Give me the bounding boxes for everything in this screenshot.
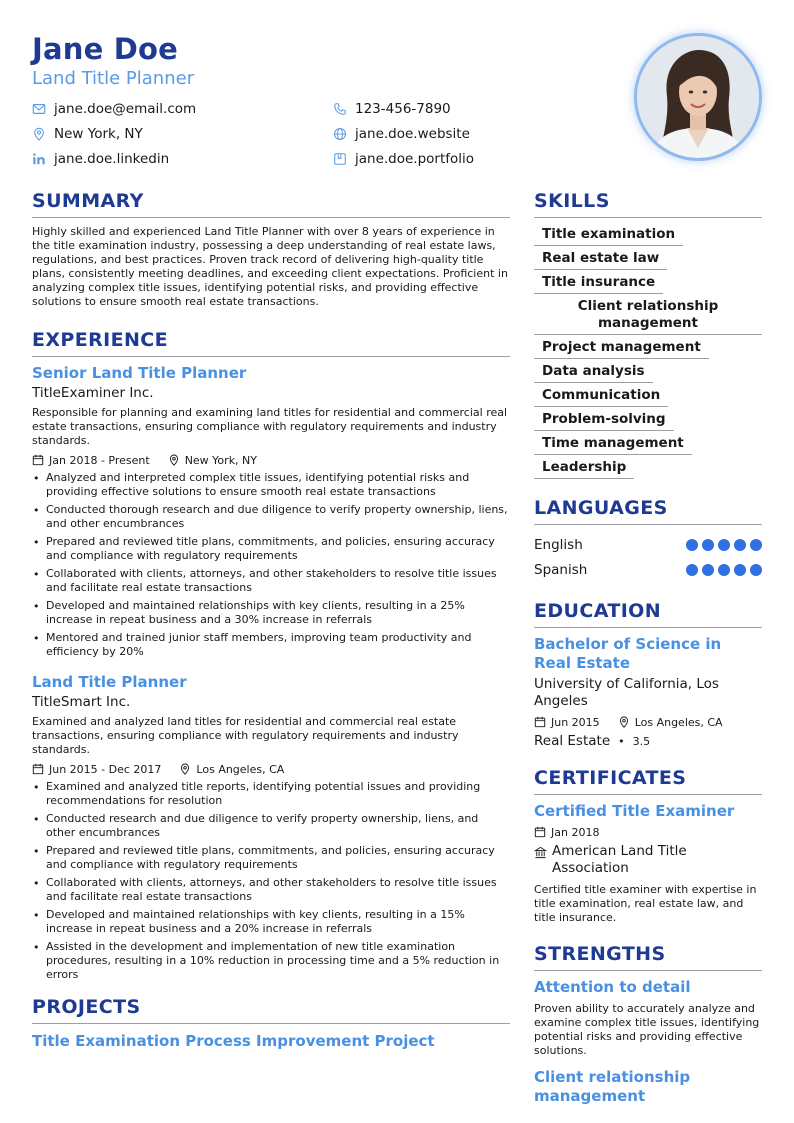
contact-linkedin-text: jane.doe.linkedin xyxy=(54,150,170,167)
location-pin-icon xyxy=(32,127,46,141)
language-row xyxy=(534,557,762,582)
education-location: Los Angeles, CA xyxy=(634,715,723,729)
skill-tag: Real estate law xyxy=(534,249,667,270)
portfolio-icon xyxy=(333,152,347,166)
level-dot xyxy=(686,564,698,576)
calendar-icon xyxy=(32,763,44,775)
certificate-date-row xyxy=(534,824,762,840)
calendar-icon xyxy=(534,826,546,838)
level-dot xyxy=(718,564,730,576)
linkedin-icon xyxy=(32,152,46,166)
list-item: • Developed and maintained relationships with key clients, resulting in a 25% increase in repeat business and a 30% increase in referrals xyxy=(32,599,510,627)
contact-phone[interactable] xyxy=(333,99,592,118)
contact-email-text: jane.doe@email.com xyxy=(54,100,197,117)
location-pin-icon xyxy=(618,716,630,728)
language-level-dots xyxy=(686,564,762,576)
level-dot xyxy=(750,539,762,551)
certificate-org: American Land Title Association xyxy=(552,843,687,876)
right-column xyxy=(534,190,762,1106)
job-location: New York, NY xyxy=(184,453,257,467)
strength-title: Client relationship management xyxy=(534,1068,691,1105)
job-dates: Jan 2018 - Present xyxy=(49,453,150,467)
list-item: • Examined and analyzed title reports, identifying potential issues and providing recommendations for resolution xyxy=(32,780,510,808)
list-item: • Prepared and reviewed title plans, commitments, and policies, ensuring accuracy and compliance with regulatory requirements xyxy=(32,844,510,872)
language-level-dots xyxy=(686,539,762,551)
languages-heading: LANGUAGES xyxy=(534,497,762,525)
certificate-date: Jan 2018 xyxy=(551,825,600,839)
education-school: University of California, Los Angeles xyxy=(534,676,719,709)
skills-list xyxy=(534,225,762,479)
list-item: • Collaborated with clients, attorneys, and other stakeholders to resolve title issues and facilitate real estate transactions xyxy=(32,876,510,904)
skills-heading: SKILLS xyxy=(534,190,762,218)
candidate-name: Jane Doe xyxy=(32,32,179,66)
skill-tag: Problem-solving xyxy=(534,410,674,431)
contact-email[interactable] xyxy=(32,99,333,118)
separator-dot: • xyxy=(618,734,625,748)
skill-tag: Project management xyxy=(534,338,709,359)
job-bullets xyxy=(32,471,510,659)
contact-location xyxy=(32,124,333,143)
institution-icon xyxy=(534,846,547,859)
calendar-icon xyxy=(32,454,44,466)
list-item: • Collaborated with clients, attorneys, and other stakeholders to resolve title issues and facilitate real estate transactions xyxy=(32,567,510,595)
language-row xyxy=(534,532,762,557)
list-item: • Analyzed and interpreted complex title issues, identifying potential risks and providing effective solutions to ensure smooth real estate transactions xyxy=(32,471,510,499)
experience-entry xyxy=(32,673,510,982)
list-item: • Prepared and reviewed title plans, commitments, and policies, ensuring accuracy and compliance with regulatory requirements xyxy=(32,535,510,563)
summary-heading: SUMMARY xyxy=(32,190,510,218)
contact-location-text: New York, NY xyxy=(54,125,143,142)
level-dot xyxy=(702,539,714,551)
job-bullets xyxy=(32,780,510,982)
left-column xyxy=(32,190,510,1050)
phone-icon xyxy=(333,102,347,116)
skill-tag: Time management xyxy=(534,434,692,455)
certificate-title: Certified Title Examiner xyxy=(534,802,735,820)
company-name: TitleSmart Inc. xyxy=(32,694,131,710)
summary-text: Highly skilled and experienced Land Title Planner with over 8 years of experience in the title examination industry, possessing a deep understanding of real estate laws, regulations, and best practices. Proven track record of delivering high-quality title plans, consistently meeting deadlines, and exceeding client expectations. Proficient in analyzing complex title issues, identifying potential risks, and providing effective solutions to ensure smooth real estate transactions. xyxy=(32,225,508,308)
education-field-gpa xyxy=(534,733,762,749)
contact-website-text: jane.doe.website xyxy=(355,125,470,142)
level-dot xyxy=(718,539,730,551)
strength-title: Attention to detail xyxy=(534,978,691,996)
company-name: TitleExaminer Inc. xyxy=(32,385,154,401)
job-dates: Jun 2015 - Dec 2017 xyxy=(49,762,162,776)
education-gpa: 3.5 xyxy=(632,734,651,748)
skill-tag: Leadership xyxy=(534,458,634,479)
job-title: Senior Land Title Planner xyxy=(32,364,247,382)
job-meta xyxy=(32,761,510,777)
education-degree: Bachelor of Science in Real Estate xyxy=(534,635,722,672)
skill-tag: Communication xyxy=(534,386,668,407)
contact-linkedin[interactable] xyxy=(32,149,333,168)
profile-photo xyxy=(634,33,762,161)
location-pin-icon xyxy=(168,454,180,466)
job-title: Land Title Planner xyxy=(32,673,187,691)
projects-heading: PROJECTS xyxy=(32,996,510,1024)
skill-tag: Title insurance xyxy=(534,273,663,294)
level-dot xyxy=(750,564,762,576)
language-name: English xyxy=(534,536,583,553)
level-dot xyxy=(734,564,746,576)
education-heading: EDUCATION xyxy=(534,600,762,628)
contact-portfolio[interactable] xyxy=(333,149,592,168)
list-item: • Developed and maintained relationships with key clients, resulting in a 15% increase in repeat business and a 20% increase in referrals xyxy=(32,908,510,936)
list-item: • Conducted research and due diligence to verify property ownership, liens, and other encumbrances xyxy=(32,812,510,840)
globe-icon xyxy=(333,127,347,141)
level-dot xyxy=(702,564,714,576)
contact-list xyxy=(32,99,592,168)
location-pin-icon xyxy=(179,763,191,775)
list-item: • Mentored and trained junior staff members, improving team productivity and efficiency by 20% xyxy=(32,631,510,659)
skill-tag: Client relationship management xyxy=(534,297,762,335)
job-description: Examined and analyzed land titles for residential and commercial real estate transactions, ensuring compliance with regulatory requirements and industry standards. xyxy=(32,715,459,756)
skill-tag: Title examination xyxy=(534,225,683,246)
calendar-icon xyxy=(534,716,546,728)
project-title: Title Examination Process Improvement Project xyxy=(32,1032,435,1050)
profile-portrait-illustration xyxy=(637,36,759,158)
level-dot xyxy=(734,539,746,551)
job-title-headline: Land Title Planner xyxy=(32,68,195,89)
strength-description: Proven ability to accurately analyze and examine complex title issues, identifying potential risks and providing effective solutions. xyxy=(534,1002,760,1057)
certificates-heading: CERTIFICATES xyxy=(534,767,762,795)
email-icon xyxy=(32,102,46,116)
level-dot xyxy=(686,539,698,551)
education-field: Real Estate xyxy=(534,733,611,749)
list-item: • Assisted in the development and implementation of new title examination procedures, resulting in a 10% reduction in processing time and a 5% reduction in errors xyxy=(32,940,510,982)
experience-heading: EXPERIENCE xyxy=(32,329,510,357)
certificate-description: Certified title examiner with expertise in title examination, real estate law, and title insurance. xyxy=(534,883,757,924)
education-meta xyxy=(534,714,762,730)
list-item: • Conducted thorough research and due diligence to verify property ownership, liens, and other encumbrances xyxy=(32,503,510,531)
languages-list xyxy=(534,532,762,582)
contact-website[interactable] xyxy=(333,124,592,143)
job-location: Los Angeles, CA xyxy=(196,762,285,776)
contact-portfolio-text: jane.doe.portfolio xyxy=(355,150,475,167)
language-name: Spanish xyxy=(534,561,588,578)
skill-tag: Data analysis xyxy=(534,362,653,383)
job-meta xyxy=(32,452,510,468)
experience-entry xyxy=(32,364,510,659)
certificate-org-row xyxy=(534,843,762,877)
job-description: Responsible for planning and examining land titles for residential and commercial real estate transactions, ensuring compliance with regulatory requirements and industry standards. xyxy=(32,406,508,447)
strengths-heading: STRENGTHS xyxy=(534,943,762,971)
contact-phone-text: 123-456-7890 xyxy=(355,100,451,117)
education-date: Jun 2015 xyxy=(551,715,600,729)
